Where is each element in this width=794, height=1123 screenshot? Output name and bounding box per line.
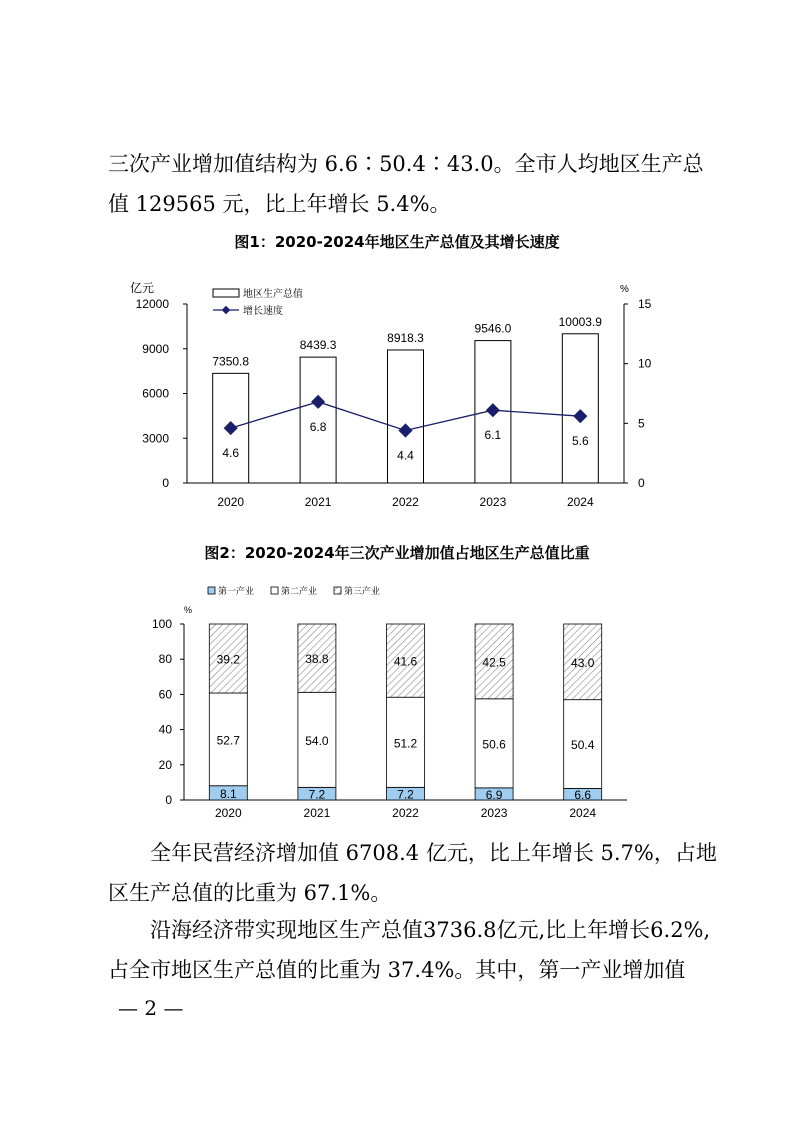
y2-tick-label: 10 bbox=[638, 356, 652, 371]
gdp-data-label: 9546.0 bbox=[474, 321, 512, 336]
private-line-2: 区生产总值的比重为 67.1%。 bbox=[108, 881, 392, 905]
legend-label: 第三产业 bbox=[344, 586, 381, 596]
gdp-data-label: 10003.9 bbox=[558, 314, 602, 329]
y-tick-label: 12000 bbox=[135, 297, 169, 311]
x-tick-label: 2021 bbox=[304, 495, 332, 509]
gdp-bar bbox=[562, 334, 598, 483]
growth-data-label: 6.1 bbox=[484, 428, 502, 443]
figure2-caption: 图2：2020-2024年三次产业增加值占地区生产总值比重 bbox=[204, 544, 590, 562]
legend-swatch-gdp bbox=[213, 289, 239, 297]
segment-data-label: 39.2 bbox=[216, 652, 240, 667]
intro-paragraph bbox=[108, 144, 708, 224]
coastal-line-1: 沿海经济带实现地区生产总值3736.8亿元,比上年增长6.2%, bbox=[150, 918, 711, 942]
y-tick-label: 0 bbox=[162, 476, 169, 490]
y-tick-label: 20 bbox=[158, 757, 172, 772]
x-tick-label: 2022 bbox=[392, 495, 419, 509]
segment-data-label: 6.6 bbox=[574, 788, 592, 803]
gdp-data-label: 8918.3 bbox=[387, 330, 424, 345]
intro-line-2: 值 129565 元，比上年增长 5.4%。 bbox=[108, 192, 451, 216]
legend-swatch bbox=[271, 587, 278, 594]
x-tick-label: 2023 bbox=[480, 806, 508, 820]
intro-line-1: 三次产业增加值结构为 6.6∶50.4∶43.0。全市人均地区生产总 bbox=[108, 152, 704, 176]
segment-data-label: 38.8 bbox=[305, 652, 329, 667]
y-tick-label: 9000 bbox=[142, 341, 169, 356]
y2-tick-label: 0 bbox=[638, 476, 645, 490]
growth-data-label: 4.4 bbox=[397, 448, 414, 463]
segment-data-label: 43.0 bbox=[571, 655, 595, 670]
x-tick-label: 2024 bbox=[566, 495, 594, 509]
gdp-data-label: 7350.8 bbox=[212, 354, 250, 369]
x-tick-label: 2020 bbox=[214, 806, 242, 820]
private-line-1: 全年民营经济增加值 6708.4 亿元，比上年增长 5.7%，占地 bbox=[150, 841, 717, 865]
y-tick-label: 3000 bbox=[142, 431, 169, 446]
y-tick-label: 100 bbox=[151, 617, 172, 631]
x-tick-label: 2023 bbox=[479, 495, 507, 509]
x-tick-label: 2020 bbox=[217, 495, 245, 509]
legend-marker-growth bbox=[222, 306, 230, 314]
coastal-paragraph bbox=[108, 910, 711, 990]
growth-data-label: 4.6 bbox=[222, 446, 240, 461]
y-tick-label: 0 bbox=[165, 793, 172, 807]
legend-label: 第一产业 bbox=[218, 586, 255, 596]
page-number: — 2 — bbox=[118, 996, 184, 1020]
segment-data-label: 41.6 bbox=[393, 654, 418, 669]
segment-data-label: 6.9 bbox=[485, 787, 503, 802]
coastal-line-2: 占全市地区生产总值的比重为 37.4%。其中，第一产业增加值 bbox=[108, 958, 686, 982]
legend-swatch bbox=[334, 587, 341, 594]
segment-data-label: 51.2 bbox=[393, 736, 418, 751]
legend-label-growth: 增长速度 bbox=[243, 306, 283, 317]
segment-data-label: 50.6 bbox=[482, 737, 506, 752]
x-tick-label: 2024 bbox=[569, 806, 597, 820]
y-tick-label: 60 bbox=[158, 687, 172, 702]
segment-data-label: 7.2 bbox=[397, 787, 414, 802]
segment-data-label: 52.7 bbox=[216, 733, 240, 748]
segment-data-label: 42.5 bbox=[482, 655, 506, 670]
private-economy-paragraph bbox=[108, 833, 717, 913]
x-tick-label: 2022 bbox=[392, 806, 419, 820]
figure1-caption: 图1：2020-2024年地区生产总值及其增长速度 bbox=[234, 233, 560, 251]
y2-tick-label: 5 bbox=[638, 416, 645, 431]
segment-data-label: 7.2 bbox=[308, 787, 326, 802]
industry-share-chart bbox=[0, 578, 794, 828]
segment-data-label: 8.1 bbox=[219, 786, 237, 801]
growth-data-label: 6.8 bbox=[309, 419, 327, 434]
y2-axis-unit: % bbox=[620, 284, 629, 295]
legend-swatch bbox=[208, 587, 215, 594]
gdp-data-label: 8439.3 bbox=[299, 338, 337, 353]
y2-tick-label: 15 bbox=[638, 297, 652, 311]
y-axis-unit: % bbox=[184, 605, 193, 615]
growth-data-label: 5.6 bbox=[571, 434, 589, 449]
legend-label-gdp: 地区生产总值 bbox=[243, 289, 303, 300]
legend-label: 第二产业 bbox=[281, 586, 318, 596]
y-axis-unit: 亿元 bbox=[130, 281, 155, 295]
segment-data-label: 54.0 bbox=[305, 733, 329, 748]
segment-data-label: 50.4 bbox=[571, 738, 595, 753]
x-tick-label: 2021 bbox=[303, 806, 331, 820]
y-tick-label: 40 bbox=[158, 722, 172, 737]
y-tick-label: 6000 bbox=[142, 386, 169, 401]
gdp-chart bbox=[0, 270, 794, 550]
gdp-bar bbox=[388, 350, 424, 483]
y-tick-label: 80 bbox=[158, 652, 172, 667]
